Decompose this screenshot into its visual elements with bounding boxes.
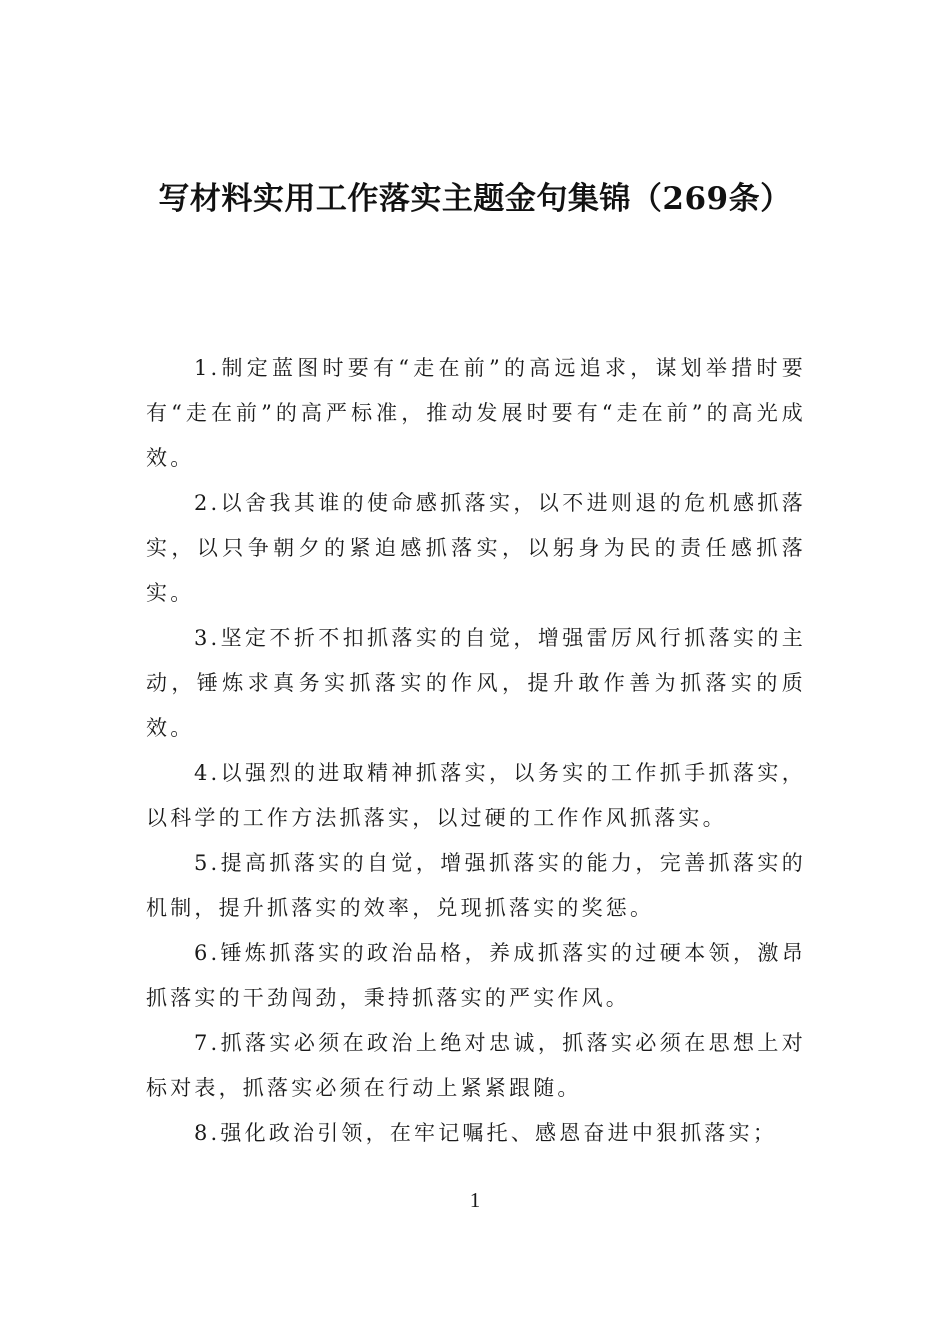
paragraph-6: 6.锤炼抓落实的政治品格，养成抓落实的过硬本领，激昂抓落实的干劲闯劲，秉持抓落实的严实作风。 bbox=[146, 941, 806, 1010]
paragraph-1: 1.制定蓝图时要有“走在前”的高远追求，谋划举措时要有“走在前”的高严标准，推动发展时要有“走在前”的高光成效。 bbox=[146, 356, 806, 470]
document-body bbox=[146, 346, 806, 1156]
paragraph-3: 3.坚定不折不扣抓落实的自觉，增强雷厉风行抓落实的主动，锤炼求真务实抓落实的作风，提升敢作善为抓落实的质效。 bbox=[146, 626, 806, 740]
page-number: 1 bbox=[469, 1188, 481, 1212]
paragraph-4: 4.以强烈的进取精神抓落实，以务实的工作抓手抓落实，以科学的工作方法抓落实，以过硬的工作作风抓落实。 bbox=[146, 761, 806, 830]
paragraph-5: 5.提高抓落实的自觉，增强抓落实的能力，完善抓落实的机制，提升抓落实的效率，兑现抓落实的奖惩。 bbox=[146, 851, 806, 920]
document-title: 写材料实用工作落实主题金句集锦（269条） bbox=[158, 181, 792, 217]
paragraph-2: 2.以舍我其谁的使命感抓落实，以不进则退的危机感抓落实，以只争朝夕的紧迫感抓落实，以躬身为民的责任感抓落实。 bbox=[146, 491, 806, 605]
paragraph-8: 8.强化政治引领，在牢记嘱托、感恩奋进中狠抓落实； bbox=[194, 1121, 778, 1145]
paragraph-7: 7.抓落实必须在政治上绝对忠诚，抓落实必须在思想上对标对表，抓落实必须在行动上紧紧跟随。 bbox=[146, 1031, 806, 1100]
